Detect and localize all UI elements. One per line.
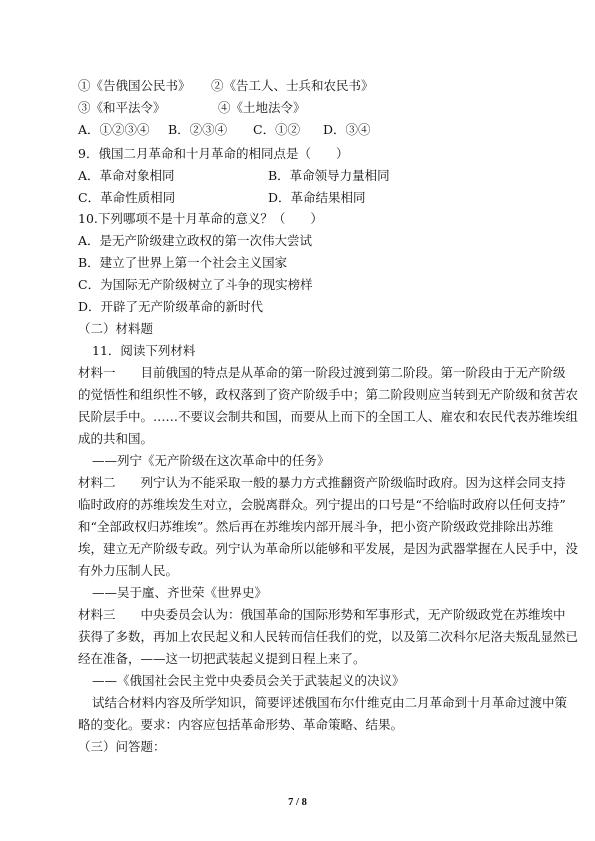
q9-option-d: D．革命结果相同: [268, 190, 366, 205]
material-3-source: ——《俄国社会民主党中央委员会关于武装起义的决议》: [92, 673, 405, 688]
q9-option-c: C．革命性质相同: [78, 190, 176, 205]
q9-stem: 9．俄国二月革命和十月革命的相同点是（ ）: [78, 146, 349, 161]
page-number: 7 / 8: [288, 797, 307, 808]
q8-choice-c: C．①②: [253, 122, 301, 137]
material-2-source: ——吴于廑、齐世荣《世界史》: [92, 585, 268, 600]
q10-stem: 10.下列哪项不是十月革命的意义？（ ）: [78, 211, 323, 226]
q8-choice-a: A．①②③④: [78, 122, 150, 137]
q11-task-line: 试结合材料内容及所学知识，简要评述俄国布尔什维克由二月革命到十月革命过渡中策: [92, 695, 568, 710]
q10-option-c: C．为国际无产阶级树立了斗争的现实榜样: [78, 277, 313, 292]
q8-option-1: ①《告俄国公民书》: [78, 78, 191, 93]
material-2-line: 埃，建立无产阶级专政。列宁认为革命所以能够和平发展，是因为武器掌握在人民手中，没: [78, 541, 579, 556]
q8-choice-d: D．③④: [323, 122, 371, 137]
material-1-line: 的觉悟性和组织性不够，政权落到了资产阶级手中；第二阶段则应当转到无产阶级和贫苦农: [78, 387, 579, 402]
q8-option-2: ②《告工人、士兵和农民书》: [211, 78, 374, 93]
q8-choice-b: B．②③④: [168, 122, 228, 137]
q8-option-4: ④《土地法令》: [218, 100, 306, 115]
material-2-line: 临时政府的苏维埃发生对立，会脱离群众。列宁提出的口号是“不给临时政府以任何支持”: [78, 497, 566, 512]
q10-option-a: A．是无产阶级建立政权的第一次伟大尝试: [78, 233, 313, 248]
q10-option-d: D．开辟了无产阶级革命的新时代: [78, 299, 264, 314]
material-2-line: 有外力压制人民。: [78, 563, 179, 578]
material-1-line: 民阶层手中。……不要议会制共和国，而要从上而下的全国工人、雇农和农民代表苏维埃组: [78, 409, 579, 424]
q11-stem: 11．阅读下列材料: [92, 343, 196, 358]
q9-option-b: B．革命领导力量相同: [268, 168, 390, 183]
material-3-line: 材料三 中央委员会认为：俄国革命的国际形势和军事形式，无产阶级政党在苏维埃中: [78, 607, 566, 622]
material-1-line: 材料一 目前俄国的特点是从革命的第一阶段过渡到第二阶段。第一阶段由于无产阶级: [78, 365, 566, 380]
material-2-line: 和“全部政权归苏维埃”。然后再在苏维埃内部开展斗争，把小资产阶级政党排除出苏维: [78, 519, 554, 534]
q11-task-line: 略的变化。要求：内容应包括革命形势、革命策略、结果。: [78, 717, 404, 732]
section-3-title: （三）问答题：: [78, 739, 166, 754]
q10-option-b: B．建立了世界上第一个社会主义国家: [78, 255, 288, 270]
material-3-line: 获得了多数，再加上农民起义和人民转而信任我们的党，以及第二次科尔尼洛夫叛乱显然已: [78, 629, 579, 644]
material-2-line: 材料二 列宁认为不能采取一般的暴力方式推翻资产阶级临时政府。因为这样会同支持: [78, 475, 566, 490]
material-1-source: ——列宁《无产阶级在这次革命中的任务》: [92, 453, 330, 468]
material-3-line: 经在准备，——这一切把武装起义提到日程上来了。: [78, 651, 366, 666]
q9-option-a: A．革命对象相同: [78, 168, 175, 183]
section-2-title: （二）材料题: [78, 321, 154, 336]
q8-option-3: ③《和平法令》: [78, 100, 166, 115]
material-1-line: 成的共和国。: [78, 431, 154, 446]
